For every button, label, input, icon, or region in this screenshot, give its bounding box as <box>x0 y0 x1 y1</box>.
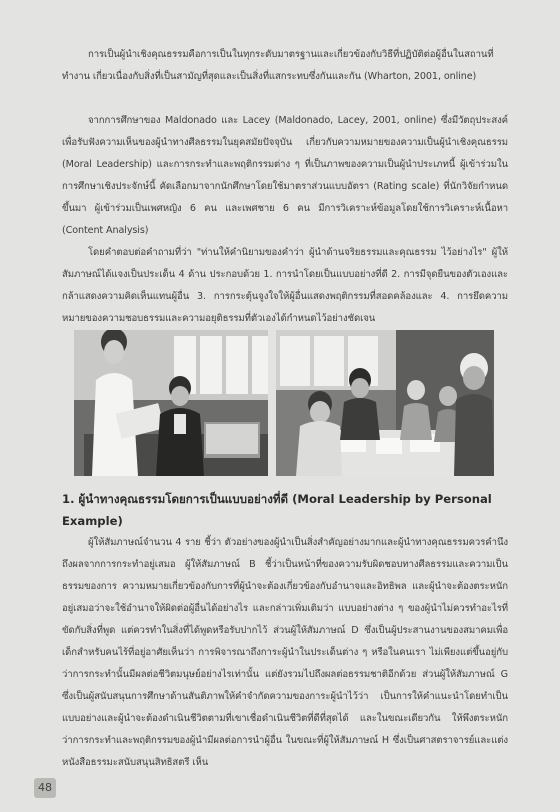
page-number: 48 <box>34 778 56 798</box>
paragraph-4: ผู้ให้สัมภาษณ์จำนวน 4 ราย ชี้ว่า ตัวอย่างของผู้นำเป็นสิ่งสำคัญอย่างมากและผู้นำทางคุณธรรมควรคำนึงถึงผลจากการกระทำอยู่เสมอ ผู้ให้สัมภาษณ์ B ชี้ว่าเป็นหน้าที่ของความรับผิดชอบทางศีลธรรมและความเป็นธรรมของการ ความหมายเกี่ยวข้องกับการที่ผู้นำจะต้องเกี่ยวข้องกับอำนาจและอิทธิพล และผู้นำจะต้องตระหนักอยู่เสมอว่าจะใช้อำนาจให้ผิดต่อผู้อื่นได้อย่างไร และกล่าวเพิ่มเติมว่า แบบอย่างต่าง ๆ ของผู้นำไม่ควรทำอะไรที่ขัดกับสิ่งที่พูด แต่ควรทำในสิ่งที่ได้พูดหรือรับปากไว้ ส่วนผู้ให้สัมภาษณ์ D ซึ่งเป็นผู้ประสานงานของสมาคมเพื่อเด็กสำหรับคนไร้ที่อยู่อาศัยเห็นว่า การพิจารณาถึงการะผู้นำในประเด็นต่าง ๆ หรือในคนเรา ไม่เพียงแต่ขึ้นอยู่กับว่าการกระทำนั้นมีผลต่อชีวิตมนุษย์อย่างไรเท่านั้น แต่ยังรวมไปถึงผลต่อธรรมชาติอีกด้วย ส่วนผู้ให้สัมภาษณ์ G ซึ่งเป็นผู้สนับสนุนการศึกษาด้านสันติภาพให้คำจำกัดความของการะผู้นำไว้ว่า เป็นการให้คำแนะนำโดยทำเป็นแบบอย่างและผู้นำจะต้องดำเนินชีวิตตามที่เขาเชื่อดำเนินชีวิตที่ดีที่สุดได้ และในขณะเดียวกัน ให้พึงตระหนักว่าการกระทำและพฤติกรรมของผู้นำมีผลต่อการนำผู้อื่น ในขณะที่ผู้ให้สัมภาษณ์ H ซึ่งเป็นศาสตราจารย์และแต่งหนังสือธรรมะสนับสนุนสิทธิสตรี เห็น <box>62 537 508 768</box>
office-meeting-photo <box>74 330 268 476</box>
group-meeting-photo <box>276 330 494 476</box>
paragraph-3: โดยคำตอบต่อคำถามที่ว่า "ท่านให้คำนิยามของคำว่า ผู้นำด้านจริยธรรมและคุณธรรม ไว้อย่างไร" ผู้ให้สัมภาษณ์ได้แจงเป็นประเด็น 4 ด้าน ประกอบด้วย 1. การนำโดยเป็นแบบอย่างที่ดี 2. การมีจุดยืนของตัวเองและกล้าแสดงความคิดเห็นแทนผู้อื่น 3. การกระตุ้นจูงใจให้ผู้อื่นแสดงพฤติกรรมที่สอดคล้องและ 4. การยึดความหมายของความชอบธรรมและความอยุติธรรมที่ตัวเองได้กำหนดไว้อย่างชัดเจน <box>62 247 508 324</box>
section-heading: 1. ผู้นำทางคุณธรรมโดยการเป็นแบบอย่างที่ดี (Moral Leadership by Personal Example) <box>62 492 492 528</box>
paragraph-2: จากการศึกษาของ Maldonado และ Lacey (Maldonado, Lacey, 2001, online) ซึ่งมีวัตถุประสงค์เพื่อรับฟังความเห็นของผู้นำทางศีลธรรมในยุคสมัยปัจจุบัน เกี่ยวกับความหมายของความเป็นผู้นำเชิงคุณธรรม (Moral Leadership) และการกระทำและพฤติกรรมต่าง ๆ ที่เป็นภาพของความเป็นผู้นำประเภทนี้ ผู้เข้าร่วมในการศึกษาเชิงประจักษ์นี้ คัดเลือกมาจากนักศึกษาโดยใช้มาตราส่วนแบบอัตรา (Rating scale) ที่นักวิจัยกำหนดขึ้นมา ผู้เข้าร่วมเป็นเพศหญิง 6 คน และเพศชาย 6 คน มีการวิเคราะห์ข้อมูลโดยใช้การวิเคราะห์เนื้อหา (Content Analysis) <box>62 115 508 236</box>
paragraph-1: การเป็นผู้นำเชิงคุณธรรมคือการเป็นในทุกระดับมาตรฐานและเกี่ยวข้องกับวิธีที่ปฏิบัติต่อผู้อื่นในสถานที่ทำงาน เกี่ยวเนื่องกับสิ่งที่เป็นสามัญที่สุดและเป็นสิ่งที่แสกระทบซึ่งกันและกัน (Wharton, 2001, online) <box>62 49 494 82</box>
